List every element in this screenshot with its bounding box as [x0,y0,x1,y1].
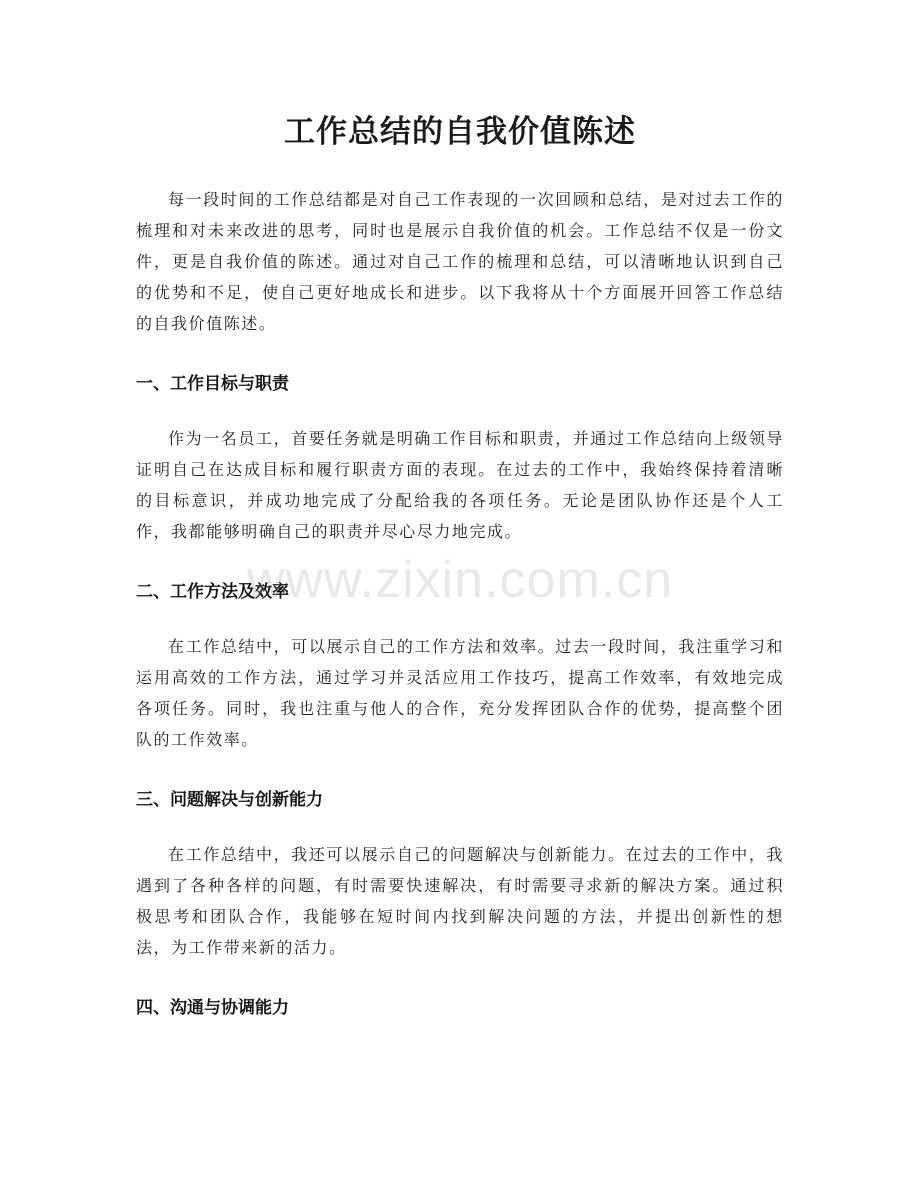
intro-paragraph: 每一段时间的工作总结都是对自己工作表现的一次回顾和总结，是对过去工作的梳理和对未来改进的思考，同时也是展示自我价值的机会。工作总结不仅是一份文件，更是自我价值的陈述。通过对自己工作的梳理和总结，可以清晰地认识到自己的优势和不足，使自己更好地成长和进步。以下我将从十个方面展开回答工作总结的自我价值陈述。 [136,190,784,333]
spacer [136,399,784,423]
section-heading-2: 二、工作方法及效率 [136,582,289,602]
section-paragraph-3: 在工作总结中，我还可以展示自己的问题解决与创新能力。在过去的工作中，我遇到了各种各样的问题，有时需要快速解决，有时需要寻求新的解决方案。通过积极思考和团队合作，我能够在短时间内找到解决问题的方法，并提出创新性的想法，为工作带来新的活力。 [136,845,784,957]
section-paragraph-1: 作为一名员工，首要任务就是明确工作目标和职责，并通过工作总结向上级领导证明自己在达成目标和履行职责方面的表现。在过去的工作中，我始终保持着清晰的目标意识，并成功地完成了分配给我的各项任务。无论是团队协作还是个人工作，我都能够明确自己的职责并尽心尽力地完成。 [136,429,784,541]
spacer [136,755,784,785]
section-heading-3: 三、问题解决与创新能力 [136,790,323,810]
document-body [136,184,784,1023]
section-paragraph-2: 在工作总结中，可以展示自己的工作方法和效率。过去一段时间，我注重学习和运用高效的工作方法，通过学习并灵活应用工作技巧，提高工作效率，有效地完成各项任务。同时，我也注重与他人的合作，充分发挥团队合作的优势，提高整个团队的工作效率。 [136,637,784,749]
spacer [136,815,784,839]
spacer [136,963,784,993]
page-title: 工作总结的自我价值陈述 [284,114,636,150]
watermark: www.zixin.com.cn [246,551,674,609]
spacer [136,607,784,631]
spacer [136,547,784,577]
spacer [136,339,784,369]
section-heading-4: 四、沟通与协调能力 [136,998,289,1018]
section-heading-1: 一、工作目标与职责 [136,374,289,394]
